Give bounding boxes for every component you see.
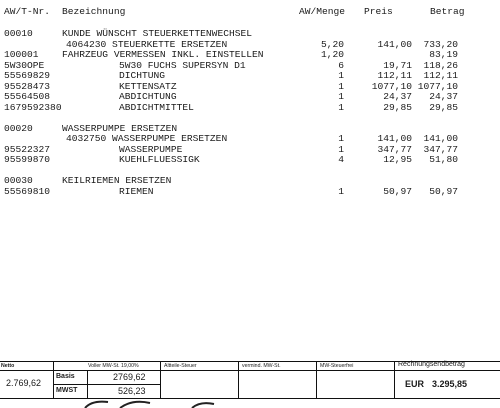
table-row [0,60,500,71]
table-row [0,175,500,186]
item-amount: 51,80 [429,154,458,165]
item-quantity: 1 [338,185,344,197]
item-price: 347,77 [377,143,412,155]
item-description: RIEMEN [119,185,154,197]
item-description: 5W30 FUCHS SUPERSYN D1 [119,59,246,71]
table-row [0,28,500,39]
table-row [0,144,500,155]
table-row [0,39,500,50]
item-description: 4032750 WASSERPUMPE ERSETZEN [66,133,228,144]
item-quantity: 1 [338,101,344,113]
item-price: 24,37 [383,91,412,102]
item-description: DICHTUNG [119,70,166,81]
item-quantity: 1 [338,143,344,155]
item-description: KUNDE WÜNSCHT STEUERKETTENWECHSEL [62,28,252,39]
item-description: 4064230 STEUERKETTE ERSETZEN [66,38,228,50]
item-description: KEILRIEMEN ERSETZEN [62,175,172,186]
item-quantity: 1 [338,70,344,81]
col-header-description: Bezeichnung [62,6,126,17]
item-code: 95528473 [4,80,51,92]
item-amount: 50,97 [429,185,458,197]
item-price: 19,71 [383,59,412,71]
table-row [0,49,500,60]
table-row [0,133,500,144]
table-row [0,165,500,176]
reduced-vat-label: vermind. MW-St. [242,363,281,369]
col-header-code: AW/T-Nr. [4,6,51,17]
item-price: 141,00 [377,133,412,144]
vat-free-label: MW-Steuerfrei [320,363,354,369]
invoice-summary-table [0,361,500,399]
item-code: 95599870 [4,154,51,165]
table-row [0,91,500,102]
item-amount: 347,77 [423,143,458,155]
item-quantity: 5,20 [320,38,344,50]
item-code: 00030 [4,175,33,186]
item-amount: 1077,10 [417,80,458,92]
basis-label: Basis [56,373,75,380]
item-amount: 24,37 [429,91,458,102]
total-value: 3.295,85 [432,379,468,389]
item-quantity: 1 [338,91,344,102]
mwst-label: MWST [56,387,78,394]
item-code: 95522327 [4,143,51,155]
item-amount: 141,00 [423,133,458,144]
total-label: Rechnungsendbetrag [398,361,465,368]
item-description: WASSERPUMPE [119,143,183,155]
col-header-price: Preis [364,6,393,17]
item-amount: 118,26 [423,59,458,71]
item-quantity: 6 [338,59,344,71]
table-row [0,154,500,165]
item-code: 1679592380 [4,101,62,113]
total-currency: EUR [405,379,425,389]
item-price: 29,85 [383,101,412,113]
item-code: 5W30OPE [4,59,45,71]
table-row [0,123,500,134]
item-price: 50,97 [383,185,412,197]
item-amount: 733,20 [423,38,458,50]
item-amount: 29,85 [429,101,458,113]
item-price: 12,95 [383,154,412,165]
item-quantity: 1,20 [320,49,344,60]
item-price: 1077,10 [371,80,412,92]
item-code: 55569829 [4,70,51,81]
col-header-amount: Betrag [430,6,465,17]
netto-label: Netto [1,363,15,369]
col-header-quantity: AW/Menge [299,6,346,17]
item-description: WASSERPUMPE ERSETZEN [62,122,178,134]
item-description: KETTENSATZ [119,80,177,92]
logo-fragment [80,400,230,408]
item-description: ABDICHTUNG [119,91,177,102]
item-code: 00020 [4,122,33,134]
item-quantity: 1 [338,133,344,144]
item-amount: 112,11 [423,70,458,81]
item-code: 100001 [4,49,39,60]
table-row [0,186,500,197]
item-description: ABDICHTMITTEL [119,101,194,113]
table-row [0,81,500,92]
netto-value: 2.769,62 [6,378,42,388]
mwst-value: 526,23 [118,386,146,396]
table-row [0,112,500,123]
basis-value: 2769,62 [113,372,146,382]
table-row [0,102,500,113]
item-description: FAHRZEUG VERMESSEN INKL. EINSTELLEN [62,49,264,60]
item-quantity: 4 [338,154,344,165]
item-amount: 83,19 [429,49,458,60]
item-price: 141,00 [377,38,412,50]
item-code: 55569810 [4,185,51,197]
item-price: 112,11 [377,70,412,81]
item-description: KUEHLFLUESSIGK [119,154,200,165]
item-code: 55564508 [4,91,51,102]
item-quantity: 1 [338,80,344,92]
table-row [0,70,500,81]
item-code: 00010 [4,28,33,39]
full-vat-label: Voller MW-St. 19,00% [88,363,139,369]
old-parts-tax-label: Altteile-Steuer [164,363,197,369]
